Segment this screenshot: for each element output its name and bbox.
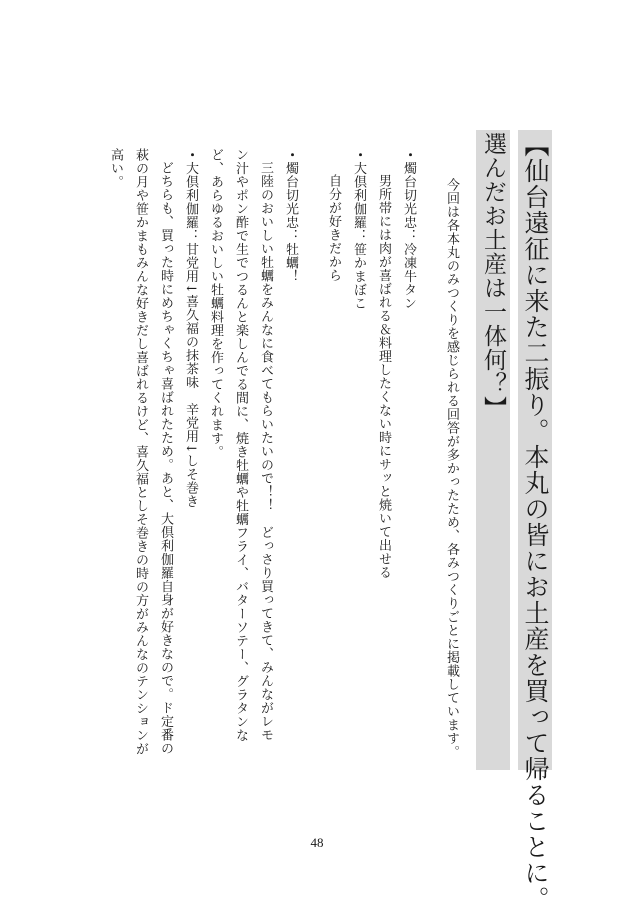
section2-item2-text-c: 高い。	[108, 148, 123, 189]
intro-text: 今回は各本丸のみつくりを感じられる回答が多かったため、各みつくりごとに掲載しています。	[444, 178, 459, 759]
section2-item1-title-text: 燭台切光忠：牡蠣！	[283, 161, 298, 283]
section2-item1-text-c: ど、あらゆるおいしい牡蠣料理を作ってくれます。	[208, 148, 223, 459]
section2-item1-title	[278, 148, 303, 778]
bullet: ・	[183, 148, 198, 162]
bullet: ・	[351, 148, 366, 162]
page-number: 48	[310, 835, 324, 850]
heading	[476, 130, 552, 912]
section1-item1-title-text: 燭台切光忠：冷凍牛タン	[401, 161, 416, 310]
section1-item2-text: 自分が好きだから	[326, 174, 341, 282]
section1-item2-title	[346, 148, 371, 778]
bullet: ・	[401, 148, 416, 162]
section2-item2-text-a: どちらも、買った時にめちゃくちゃ喜ばれたため。あと、大倶利伽羅自身が好きなので。ド定番の	[158, 161, 173, 755]
section2-item2-title	[178, 148, 203, 778]
heading-line-2: 選んだお土産は一体何？】	[476, 130, 510, 770]
section2-item1-text-a: 三陸のおいしい牡蠣をみんなに食べてもらいたいので！！ どっさり買ってきて、みんながレモ	[258, 161, 273, 742]
section1-item1-title	[396, 148, 421, 778]
section2-item2-title-text: 大倶利伽羅：甘党用↓喜久福の抹茶味 辛党用↓しそ巻き	[183, 161, 198, 509]
section2-item2-text-b: 萩の月や笹かまもみんな好きだし喜ばれるけど、喜久福としそ巻きの時の方がみんなのテンションが	[133, 148, 148, 756]
section1-item1-text: 男所帯には肉が喜ばれる＆料理したくない時にサッと焼いて出せる	[376, 174, 391, 579]
section2-item1-text-b: ン汁やポン酢で生でつるんと楽しんでる間に、焼き牡蠣や牡蠣フライ、バターソテー、グラタンな	[233, 148, 248, 742]
heading-line-1: 【仙台遠征に来た二振り。本丸の皆にお土産を買って帰ることに。	[518, 130, 552, 770]
section1-item2-title-text: 大倶利伽羅：笹かまぼこ	[351, 161, 366, 310]
body-text	[103, 148, 464, 778]
bullet: ・	[283, 148, 298, 162]
